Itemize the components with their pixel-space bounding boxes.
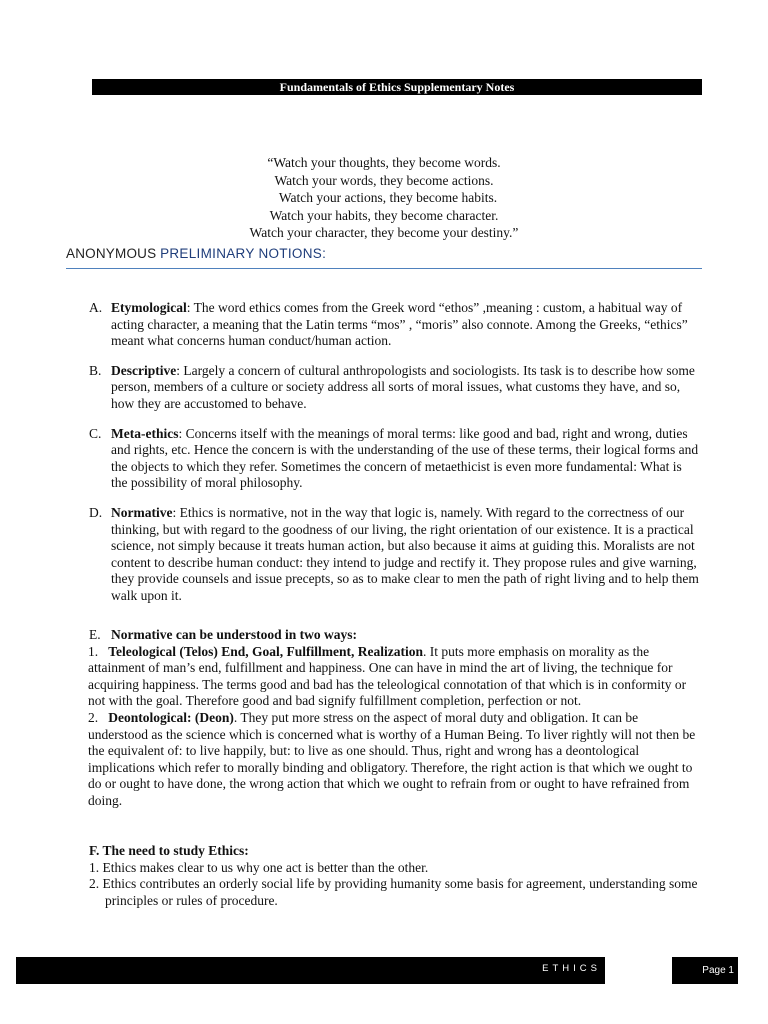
page-number: Page 1 <box>672 957 738 984</box>
item-letter: C. <box>89 425 102 441</box>
item-text <box>111 505 701 605</box>
notions-list <box>89 300 701 618</box>
list-item <box>89 300 701 350</box>
document-title: Fundamentals of Ethics Supplementary Notes <box>92 79 702 95</box>
point-term: Teleological (Telos) End, Goal, Fulfillment, Realization <box>108 643 424 659</box>
point-number: 2. <box>88 709 99 725</box>
item-letter: D. <box>89 504 103 520</box>
item-text <box>111 300 701 350</box>
section-e <box>89 627 701 810</box>
section-e-point <box>88 644 701 710</box>
point-body: . It puts more emphasis on morality as the attainment of man’s end, fulfillment and happiness. One can have in mind the art of living, the technique for acquiring happiness. The terms good and bad has the teleological connotation of that which is in conformity or not with the goal. Therefore good and bad signify fulfillment completion, perfection or not. <box>88 643 687 709</box>
section-e-title <box>89 627 701 644</box>
list-item <box>89 363 701 413</box>
quote-line: Watch your character, they become your destiny.” <box>249 225 519 240</box>
quote-line: Watch your actions, they become habits. <box>278 190 498 205</box>
item-text <box>111 426 701 492</box>
quote-line: Watch your words, they become actions. <box>274 172 494 188</box>
list-item <box>89 505 701 605</box>
heading-divider <box>66 268 702 269</box>
section-e-letter: E. <box>89 627 101 642</box>
item-letter: A. <box>89 300 103 315</box>
section-heading-row <box>66 246 326 261</box>
item-term: Meta-ethics <box>111 425 179 441</box>
section-f <box>89 843 701 909</box>
point-body: . They put more stress on the aspect of moral duty and obligation. It can be understood as the science which is concerned what is worthy of a Human Being. To liver rightly will not then be the equivalent of: to live happily, but: to live as one should. Thus, right and wrong has a deontological implications which refer to morally binding and obligatory. Therefore, the right action is that which we ought to do or ought to have done, the wrong action that which we ought to refrain from or ought to have refrained from doing. <box>88 709 696 808</box>
epigraph-quote <box>0 154 768 242</box>
item-letter: B. <box>89 362 102 378</box>
item-body: : Ethics is normative, not in the way that logic is, namely. With regard to the correctness of our thinking, but with regard to the goodness of our living, the right orientation of our existence. It is a practical science, not simply because it treats human action, but also because it aims at guiding this. Moralists are not content to describe human conduct: they intend to judge and rectify it. They propose rules and give warning, they provide counsels and issue precepts, so as to make clear to men the path of right living and to help them walk upon it. <box>111 504 699 603</box>
section-heading: PRELIMINARY NOTIONS: <box>160 246 327 261</box>
quote-line: Watch your habits, they become character. <box>269 207 499 223</box>
footer-bar <box>16 957 605 984</box>
quote-line: “Watch your thoughts, they become words. <box>267 155 501 170</box>
section-f-heading: F. The need to study Ethics: <box>89 843 249 858</box>
item-text <box>111 363 701 413</box>
list-item <box>89 426 701 492</box>
point-number: 1. <box>88 643 99 659</box>
point-term: Deontological: (Deon) <box>108 709 234 725</box>
section-e-heading: Normative can be understood in two ways: <box>111 627 357 642</box>
section-f-point: 1. Ethics makes clear to us why one act is better than the other. <box>89 859 429 875</box>
quote-attribution: ANONYMOUS <box>66 246 157 261</box>
item-body: : The word ethics comes from the Greek word “ethos” ,meaning : custom, a habitual way of acting character, a meaning that the Latin terms “mos” , “moris” also connote. Among the Greeks, “ethics” meant what concerns human conduct/human action. <box>111 300 688 349</box>
item-body: : Largely a concern of cultural anthropologists and sociologists. Its task is to describe how some person, members of a culture or society address all sorts of moral issues, what customs they have, and so, how they are accustomed to behave. <box>111 362 695 411</box>
footer-label: ETHICS <box>542 963 601 974</box>
item-term: Descriptive <box>111 362 177 378</box>
item-term: Etymological <box>111 300 187 315</box>
item-term: Normative <box>111 504 173 520</box>
section-e-point <box>88 710 701 810</box>
section-f-point: 2. Ethics contributes an orderly social life by providing humanity some basis for agreement, understanding some principles or rules of procedure. <box>89 876 698 908</box>
item-body: : Concerns itself with the meanings of moral terms: like good and bad, right and wrong, duties and rights, etc. Hence the concern is with the understanding of the use of these terms, their logical forms and the objects to which they refer. Sometimes the concern of metaethicist is even more fundamental: What is the possibility of moral philosophy. <box>111 425 699 491</box>
